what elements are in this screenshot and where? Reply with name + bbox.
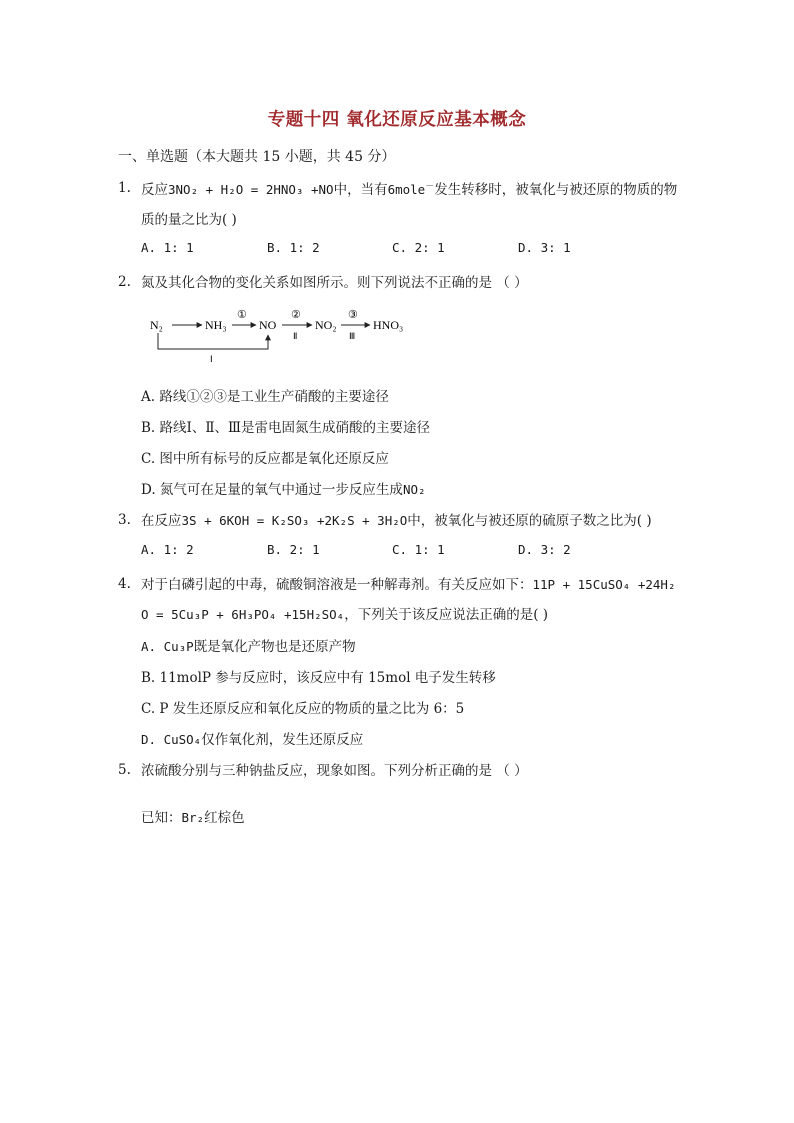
question-2-number: 2.	[118, 274, 131, 290]
diagram-route-2: Ⅱ	[293, 331, 298, 341]
question-1-line-2: 质的量之比为( )	[141, 212, 237, 228]
q4-equation-part-1: 11P + 15CuSO₄ +24H₂	[532, 577, 676, 592]
section-heading: 一、单选题（本大题共 15 小题，共 45 分）	[118, 149, 396, 165]
q5-known-text: 红棕色	[204, 810, 245, 826]
diagram-n2: N₂	[150, 318, 163, 332]
question-3-stem	[141, 509, 652, 529]
q2-option-d-text: D. 氮气可在足量的氧气中通过一步反应生成	[141, 482, 403, 498]
question-1-line-1	[141, 178, 677, 198]
q4-option-a-formula: Cu₃P	[163, 639, 194, 654]
q4-option-a-text: 既是氧化产物也是还原产物	[193, 639, 356, 655]
q1-electron-sup: －	[425, 182, 435, 192]
q1-electron: 6mole	[387, 182, 426, 197]
q4-option-d-formula: CuSO₄	[163, 732, 202, 747]
q2-option-d-formula: NO₂	[402, 482, 426, 497]
q2-option-b: B. 路线Ⅰ、Ⅱ、Ⅲ是雷电固氮生成硝酸的主要途径	[141, 420, 431, 436]
diagram-route-3: Ⅲ	[349, 331, 356, 341]
q5-known-formula: Br₂	[181, 810, 205, 825]
diagram-no: NO	[259, 318, 277, 332]
q1-option-a: A. 1: 1	[141, 240, 194, 255]
arrow-n2-no-direct	[158, 333, 268, 349]
question-5-stem: 浓硫酸分别与三种钠盐反应，现象如图。下列分析正确的是 （ ）	[141, 763, 528, 779]
diagram-label-1: ①	[237, 309, 247, 321]
diagram-hno3: HNO₃	[373, 318, 404, 332]
q3-option-b: B. 2: 1	[267, 542, 320, 557]
diagram-no2: NO₂	[315, 318, 337, 332]
q1-option-d: D. 3: 1	[518, 240, 571, 255]
q3-equation: 3S + 6KOH = K₂SO₃ +2K₂S + 3H₂O	[181, 513, 408, 528]
q1-option-c: C. 2: 1	[392, 240, 445, 255]
question-3-number: 3.	[118, 512, 131, 528]
diagram-route-1: Ⅰ	[210, 354, 213, 364]
q4-option-a: A. Cu₃P既是氧化产物也是还原产物	[141, 639, 356, 655]
q4-option-d: D. CuSO₄仅作氧化剂，发生还原反应	[141, 732, 364, 748]
q1-text-b: 中，当有	[333, 182, 388, 198]
q2-option-a: A. 路线①②③是工业生产硝酸的主要途径	[141, 389, 389, 405]
q4-equation-part-2: O = 5Cu₃P + 6H₃PO₄ +15H₂SO₄	[141, 607, 345, 622]
q1-text-d: 发生转移时，被氧化与被还原的物质的物	[434, 182, 678, 198]
q2-option-d	[141, 478, 426, 498]
q1-option-b: B. 1: 2	[267, 240, 320, 255]
q3-option-d: D. 3: 2	[518, 542, 571, 557]
nitrogen-cycle-diagram	[148, 306, 418, 366]
question-5-number: 5.	[118, 762, 131, 778]
q1-text-a: 反应	[141, 182, 168, 198]
question-4-line-1	[141, 573, 676, 593]
q3-option-c: C. 1: 1	[392, 542, 445, 557]
question-5-known	[141, 806, 245, 826]
q3-option-a: A. 1: 2	[141, 542, 194, 557]
question-1-number: 1.	[118, 180, 131, 196]
q3-text-b: 中，被氧化与被还原的硫原子数之比为( )	[407, 513, 652, 529]
question-4-number: 4.	[118, 576, 131, 592]
question-2-stem: 氮及其化合物的变化关系如图所示。则下列说法不正确的是 （ ）	[141, 275, 528, 291]
q2-option-c: C. 图中所有标号的反应都是氧化还原反应	[141, 451, 389, 467]
q4-text-a: 对于白磷引起的中毒，硫酸铜溶液是一种解毒剂。有关反应如下：	[141, 577, 533, 593]
q4-option-b: B. 11molP 参与反应时，该反应中有 15mol 电子发生转移	[141, 670, 496, 686]
q5-known-label: 已知：	[141, 810, 182, 826]
q4-text-b: ，下列关于该反应说法正确的是( )	[344, 607, 549, 623]
q4-option-c: C. P 发生还原反应和氧化反应的物质的量之比为 6：5	[141, 701, 465, 717]
diagram-nh3: NH₃	[205, 318, 227, 332]
q3-text-a: 在反应	[141, 513, 182, 529]
q1-equation: 3NO₂ + H₂O = 2HNO₃ +NO	[168, 182, 334, 197]
page-title: 专题十四 氧化还原反应基本概念	[267, 110, 527, 130]
diagram-label-3: ③	[348, 309, 358, 321]
diagram-label-2: ②	[291, 309, 301, 321]
q4-option-d-text: 仅作氧化剂，发生还原反应	[201, 732, 364, 748]
question-4-line-2	[141, 603, 548, 623]
